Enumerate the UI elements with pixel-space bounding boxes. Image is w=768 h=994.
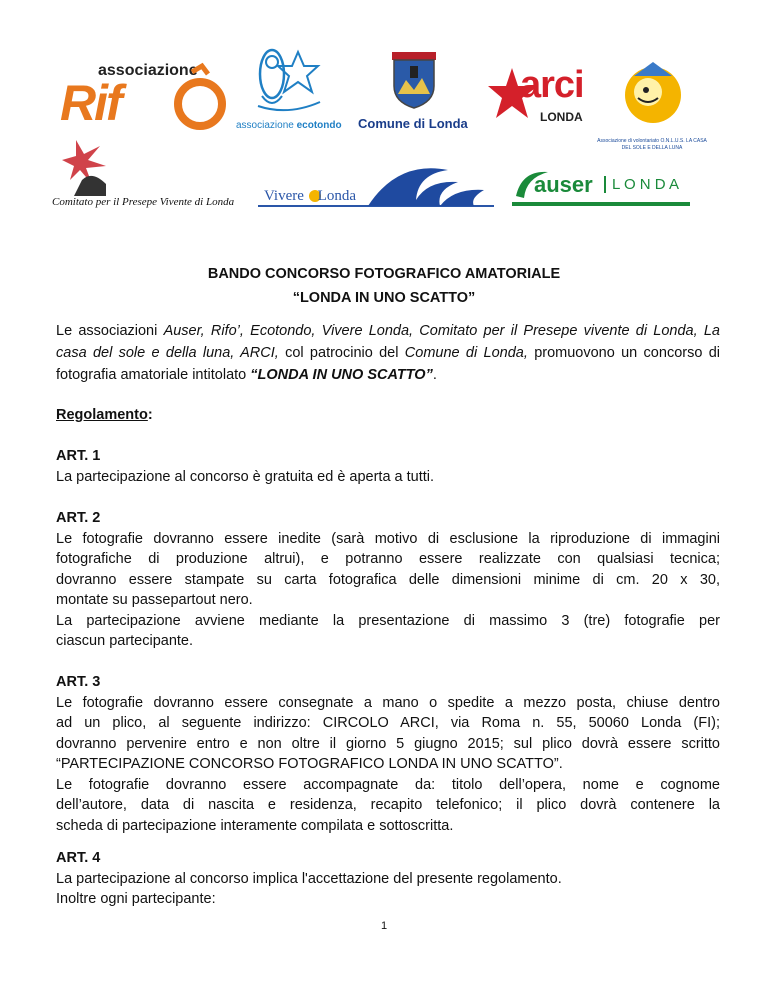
article-line: dovranno essere stampate su carta fotografica delle dimensioni minime di cm. 20 x 30,	[56, 571, 720, 588]
auser-sub: L O N D A	[604, 176, 679, 193]
article-4	[56, 848, 720, 910]
regolamento-heading	[56, 407, 153, 423]
article-line: La partecipazione avviene mediante la presentazione di massimo 3 (tre) fotografie per	[56, 612, 720, 629]
ecotondo-figures-icon	[238, 46, 338, 114]
ecotondo-caption-a: associazione	[236, 120, 297, 131]
article-line: Le fotografie dovranno essere inedite (sarà motivo di esclusione la riproduzione di immagini	[56, 530, 720, 547]
article-3	[56, 672, 720, 836]
regolamento-colon: :	[147, 407, 153, 423]
article-line: montate su passepartout nero.	[56, 592, 253, 608]
title-line-1: BANDO CONCORSO FOTOGRAFICO AMATORIALE	[207, 266, 561, 282]
logo-rif-main-text: Rif	[60, 75, 121, 131]
article-line: scheda di partecipazione interamente compilata e sottoscritta.	[56, 817, 454, 834]
intro-comune: Comune di Londa,	[404, 345, 528, 361]
ecotondo-caption-b: ecotondo	[296, 120, 342, 131]
article-line: “PARTECIPAZIONE CONCORSO FOTOGRAFICO LONDA IN UNO SCATTO”.	[56, 756, 563, 772]
logo-rif-top-text: associazione	[98, 62, 198, 79]
casa-sole-luna-icon	[598, 40, 708, 150]
article-1	[56, 446, 720, 487]
arci-text: arci	[520, 64, 584, 106]
article-2	[56, 508, 720, 652]
article-heading: ART. 4	[56, 850, 101, 866]
page-number: 1	[380, 920, 388, 932]
logo-arci	[490, 66, 594, 132]
londa-text: Londa	[317, 188, 356, 204]
logo-rif-o-icon	[172, 64, 232, 134]
article-line: ad un plico, al seguente indirizzo: CIRCOLO ARCI, via Roma n. 55, 50060 Londa (FI);	[56, 715, 720, 731]
comune-shield-icon	[390, 50, 438, 110]
article-heading: ART. 2	[56, 510, 101, 526]
auser-text: auser	[534, 172, 593, 197]
logo-casa-sole-luna	[598, 40, 708, 150]
logo-vivere-londa	[258, 160, 494, 216]
article-heading: ART. 3	[56, 674, 101, 690]
arci-sub: LONDA	[540, 110, 583, 124]
intro-text-1: Le associazioni	[56, 323, 164, 339]
presepe-comet-icon	[62, 140, 132, 196]
intro-paragraph	[56, 320, 720, 386]
article-line: Le fotografie dovranno essere consegnate a mano o spedite a mezzo posta, chiuse dentro	[56, 694, 720, 711]
article-line: Inoltre ogni partecipante:	[56, 891, 216, 907]
logo-rif	[54, 50, 234, 135]
comune-caption: Comune di Londa	[358, 116, 468, 131]
logo-auser	[512, 166, 692, 208]
intro-associations: Auser, Rifo’, Ecotondo, Vivere Londa, Comitato per il Presepe vivente di Londa, La casa del sole e della luna, ARCI,	[56, 323, 720, 361]
title-line-2: “LONDA IN UNO SCATTO”	[292, 290, 476, 306]
logo-presepe	[52, 140, 242, 214]
article-line: La partecipazione al concorso è gratuita ed è aperta a tutti.	[56, 468, 435, 485]
intro-text-3: promuovono un concorso di fotografia amatoriale intitolato	[56, 345, 720, 383]
article-heading: ART. 1	[56, 448, 101, 464]
article-line: dell’autore, data di nascita e residenza, recapito telefonico; il plico dovrà contenere la	[56, 797, 720, 813]
casa-ring-text: Associazione di volontariato O.N.L.U.S. LA CASA DEL SOLE E DELLA LUNA	[597, 138, 707, 151]
article-line: ciascun partecipante.	[56, 633, 194, 649]
auser-underline	[512, 202, 690, 206]
intro-contest-title: “LONDA IN UNO SCATTO”	[250, 367, 433, 383]
intro-text-4: .	[432, 367, 437, 383]
article-line: dovranno pervenire entro e non oltre il giorno 5 giugno 2015; sul plico dovrà essere scritto	[56, 735, 720, 752]
logo-ecotondo	[232, 46, 342, 138]
logo-comune	[356, 50, 476, 136]
article-line: Le fotografie dovranno essere accompagnate da: titolo dell’opera, nome e cognome	[56, 776, 720, 793]
regolamento-label: Regolamento	[56, 407, 148, 423]
document-title	[0, 262, 768, 310]
vivere-text: Vivere	[264, 188, 304, 204]
article-line: fotografiche di produzione altrui), e potranno essere realizzate con qualsiasi tecnica;	[56, 551, 720, 567]
article-line: La partecipazione al concorso implica l'accettazione del presente regolamento.	[56, 870, 562, 887]
presepe-caption: Comitato per il Presepe Vivente di Londa	[52, 196, 235, 208]
intro-text-2: col patrocinio del	[278, 345, 405, 361]
